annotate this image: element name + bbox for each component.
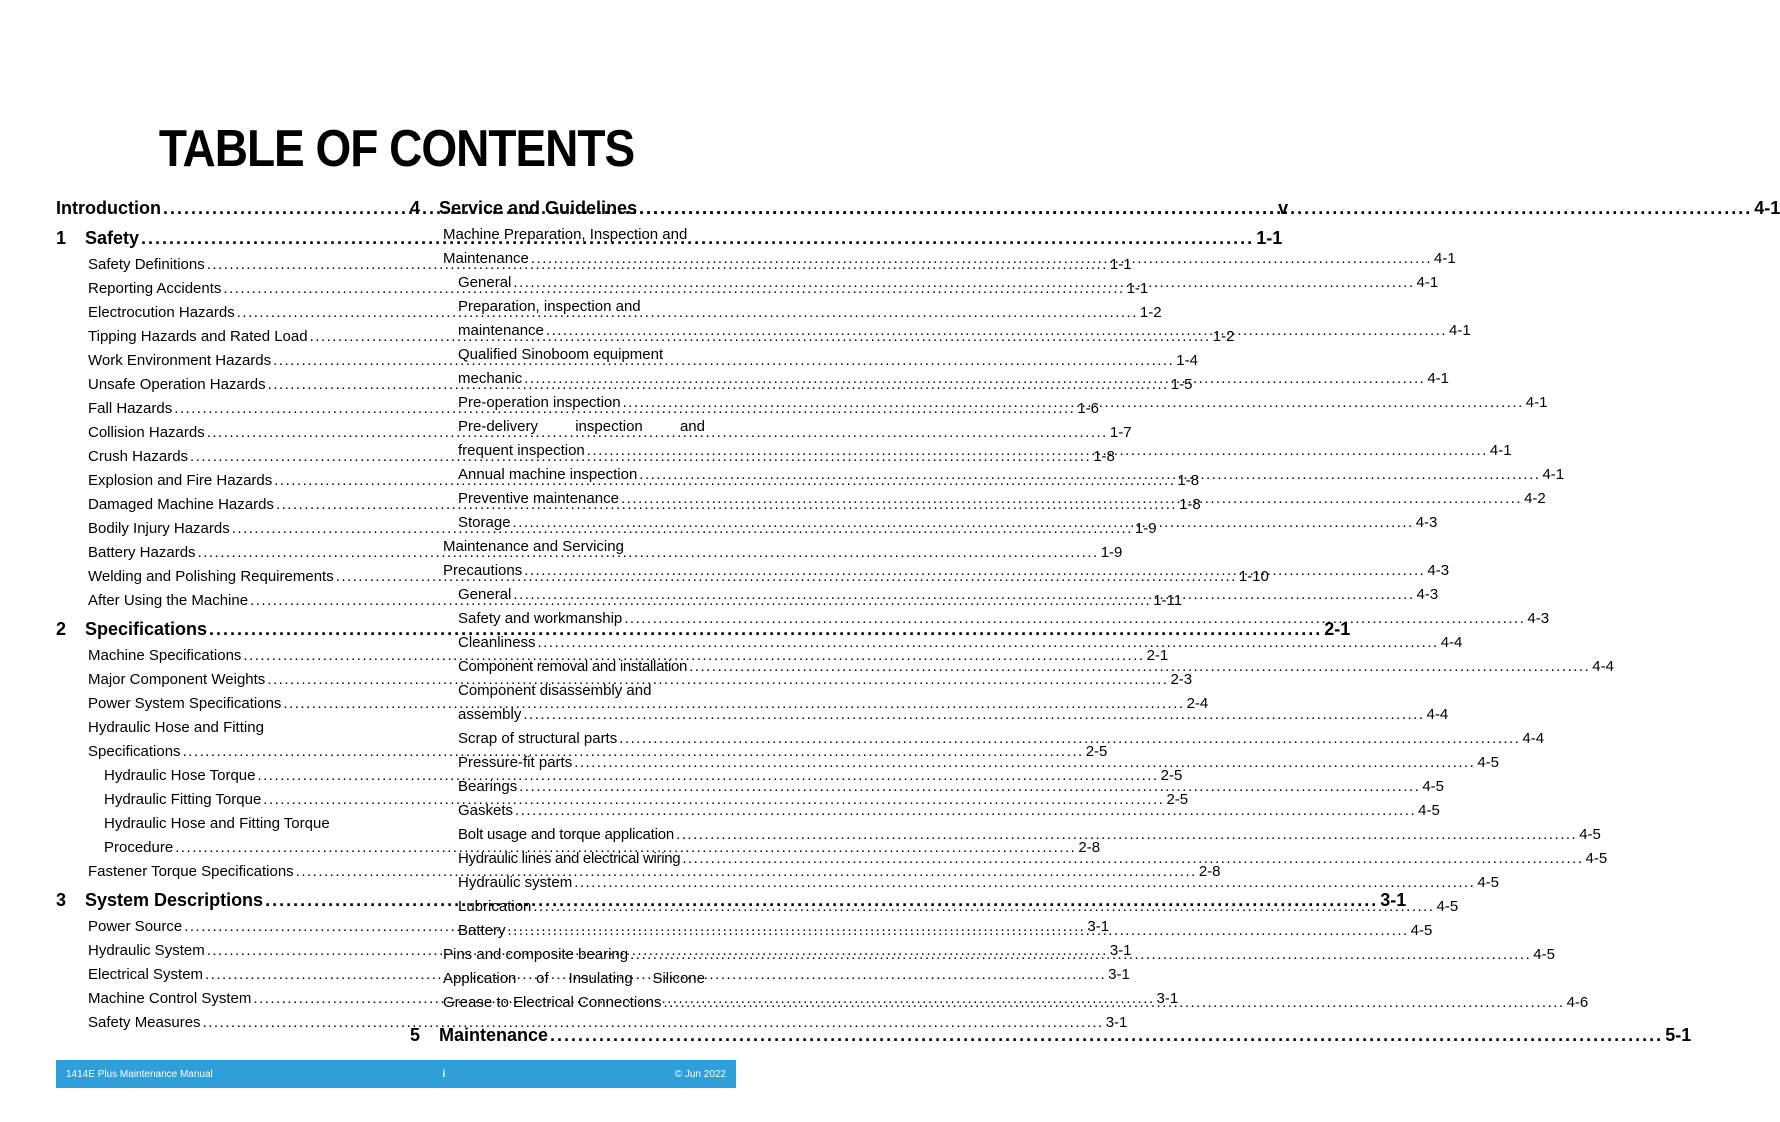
- toc-subentry[interactable]: Hydraulic lines and electrical wiring ..... 4-5: [410, 847, 736, 871]
- toc-entry[interactable]: Machine Control System ..... 3-1: [56, 987, 382, 1011]
- toc-entry[interactable]: Damaged Machine Hazards ..... 1-8: [56, 493, 382, 517]
- footer-page-number: i: [442, 1068, 446, 1080]
- toc-entry[interactable]: Pins and composite bearing ..... 4-5: [410, 943, 736, 967]
- toc-subentry[interactable]: Pressure-fit parts ..... 4-5: [410, 751, 736, 775]
- toc-entry-introduction[interactable]: Introduction ..... v: [56, 194, 382, 222]
- toc-chapter-maintenance[interactable]: 5 Maintenance ..... 5-1: [410, 1021, 736, 1049]
- toc-subentry[interactable]: assembly ..... 4-4: [410, 703, 736, 727]
- toc-subentry[interactable]: Pre-operation inspection ..... 4-1: [410, 391, 736, 415]
- toc-chapter-system-descriptions[interactable]: 3 System Descriptions ..... 3-1: [56, 886, 382, 914]
- toc-chapter-specifications[interactable]: 2 Specifications ..... 2-1: [56, 615, 382, 643]
- toc-subentry[interactable]: Scrap of structural parts ..... 4-4: [410, 727, 736, 751]
- toc-entry-line[interactable]: Application of Insulating Silicone: [443, 970, 705, 987]
- footer-manual-title: 1414E Plus Maintenance Manual: [66, 1068, 213, 1080]
- toc-subentry-line[interactable]: Component disassembly and: [458, 682, 652, 699]
- toc-entry[interactable]: Machine Specifications ..... 2-1: [56, 644, 382, 668]
- toc-subentry[interactable]: Bearings ..... 4-5: [410, 775, 736, 799]
- toc-entry[interactable]: Bodily Injury Hazards ..... 1-9: [56, 517, 382, 541]
- toc-entry[interactable]: Precautions ..... 4-3: [410, 559, 736, 583]
- toc-subentry-line[interactable]: Qualified Sinoboom equipment: [458, 346, 664, 363]
- toc-entry[interactable]: Safety Definitions ..... 1-1: [56, 253, 382, 277]
- toc-subentry[interactable]: General ..... 4-3: [410, 583, 736, 607]
- toc-entry[interactable]: Work Environment Hazards ..... 1-4: [56, 349, 382, 373]
- toc-entry[interactable]: Safety Measures ..... 3-1: [56, 1011, 382, 1035]
- footer-date: © Jun 2022: [674, 1068, 726, 1080]
- toc-entry[interactable]: Crush Hazards ..... 1-8: [56, 445, 382, 469]
- toc-entry[interactable]: Power Source ..... 3-1: [56, 915, 382, 939]
- toc-entry[interactable]: Battery Hazards ..... 1-9: [56, 541, 382, 565]
- toc-entry[interactable]: Maintenance ..... 4-1: [410, 247, 736, 271]
- toc-entry[interactable]: Electrical System ..... 3-1: [56, 963, 382, 987]
- toc-subentry[interactable]: Hydraulic Hose Torque ..... 2-5: [56, 764, 382, 788]
- toc-entry[interactable]: Welding and Polishing Requirements ..... 1-10: [56, 565, 382, 589]
- toc-subentry[interactable]: Annual machine inspection ..... 4-1: [410, 463, 736, 487]
- toc-subentry[interactable]: Bolt usage and torque application ..... 4-5: [410, 823, 736, 847]
- toc-entry[interactable]: Hydraulic System ..... 3-1: [56, 939, 382, 963]
- toc-subentry[interactable]: mechanic ..... 4-1: [410, 367, 736, 391]
- toc-entry[interactable]: Fall Hazards ..... 1-6: [56, 397, 382, 421]
- toc-entry-line[interactable]: Maintenance and Servicing: [443, 538, 624, 555]
- toc-entry[interactable]: Reporting Accidents ..... 1-1: [56, 277, 382, 301]
- toc-entry[interactable]: Electrocution Hazards ..... 1-2: [56, 301, 382, 325]
- toc-entry[interactable]: Grease to Electrical Connections ..... 4-6: [410, 991, 736, 1015]
- toc-subentry-line[interactable]: Hydraulic Hose and Fitting Torque: [104, 815, 330, 832]
- toc-entry-line[interactable]: Hydraulic Hose and Fitting: [88, 719, 264, 736]
- toc-entry[interactable]: Fastener Torque Specifications ..... 2-8: [56, 860, 382, 884]
- toc-subentry[interactable]: Component removal and installation ..... 4-4: [410, 655, 736, 679]
- page-footer: [56, 1060, 736, 1088]
- toc-subentry[interactable]: Gaskets ..... 4-5: [410, 799, 736, 823]
- toc-entry[interactable]: After Using the Machine ..... 1-11: [56, 589, 382, 613]
- toc-subentry-line[interactable]: Pre-delivery inspection and: [458, 418, 705, 435]
- toc-chapter-safety[interactable]: 1 Safety ..... 1-1: [56, 224, 382, 252]
- toc-entry[interactable]: Collision Hazards ..... 1-7: [56, 421, 382, 445]
- toc-subentry[interactable]: Procedure ..... 2-8: [56, 836, 382, 860]
- toc-subentry[interactable]: maintenance ..... 4-1: [410, 319, 736, 343]
- toc-subentry[interactable]: Hydraulic system ..... 4-5: [410, 871, 736, 895]
- toc-entry[interactable]: Unsafe Operation Hazards ..... 1-5: [56, 373, 382, 397]
- toc-entry[interactable]: Explosion and Fire Hazards ..... 1-8: [56, 469, 382, 493]
- toc-subentry-line[interactable]: Preparation, inspection and: [458, 298, 641, 315]
- toc-subentry[interactable]: Preventive maintenance ..... 4-2: [410, 487, 736, 511]
- toc-subentry[interactable]: frequent inspection ..... 4-1: [410, 439, 736, 463]
- toc-chapter-service-guidelines[interactable]: 4 Service and Guidelines ..... 4-1: [410, 194, 736, 222]
- toc-entry[interactable]: Specifications ..... 2-5: [56, 740, 382, 764]
- toc-subentry[interactable]: Safety and workmanship ..... 4-3: [410, 607, 736, 631]
- toc-subentry[interactable]: Cleanliness ..... 4-4: [410, 631, 736, 655]
- toc-subentry[interactable]: Battery ..... 4-5: [410, 919, 736, 943]
- toc-entry[interactable]: Power System Specifications ..... 2-4: [56, 692, 382, 716]
- toc-entry[interactable]: Major Component Weights ..... 2-3: [56, 668, 382, 692]
- page-title: TABLE OF CONTENTS: [158, 119, 635, 178]
- toc-subentry[interactable]: Hydraulic Fitting Torque ..... 2-5: [56, 788, 382, 812]
- toc-entry[interactable]: Tipping Hazards and Rated Load ..... 1-2: [56, 325, 382, 349]
- toc-entry-line[interactable]: Machine Preparation, Inspection and: [443, 226, 688, 243]
- toc-subentry[interactable]: Storage ..... 4-3: [410, 511, 736, 535]
- toc-subentry[interactable]: Lubrication ..... 4-5: [410, 895, 736, 919]
- toc-subentry[interactable]: General ..... 4-1: [410, 271, 736, 295]
